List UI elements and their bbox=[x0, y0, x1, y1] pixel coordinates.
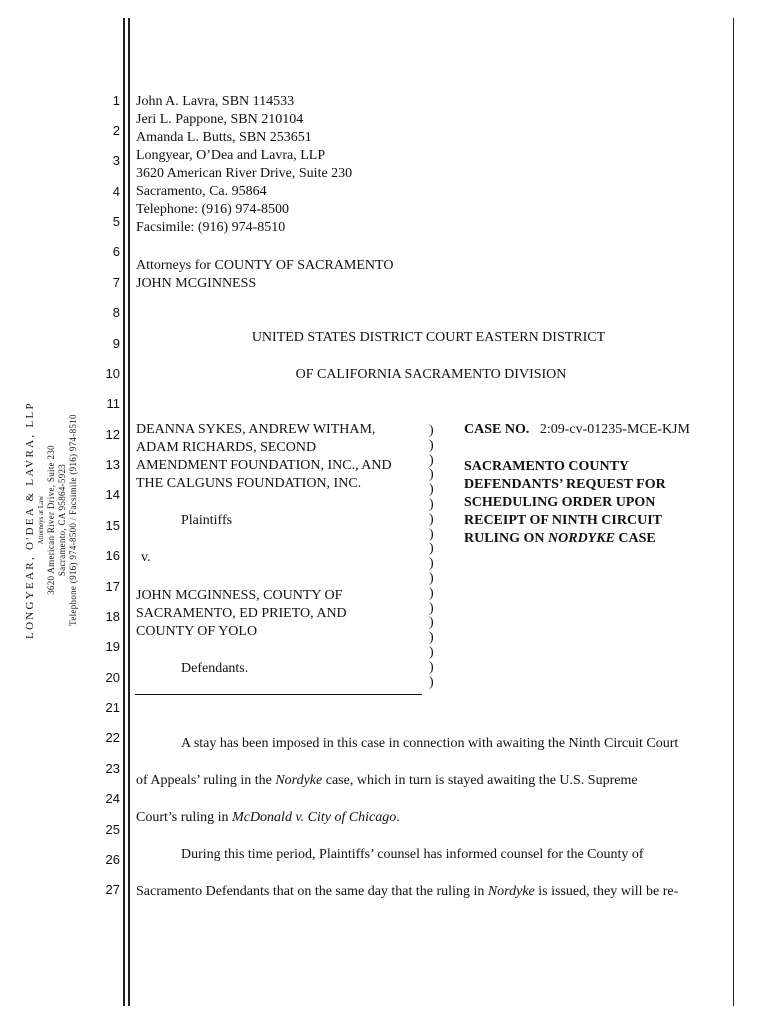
plaintiff-line: ADAM RICHARDS, SECOND bbox=[136, 440, 317, 455]
left-margin-rule-inner bbox=[128, 18, 130, 1006]
firm-city: Sacramento, CA 95864-5923 bbox=[57, 463, 67, 577]
address-line: 3620 American River Drive, Suite 230 bbox=[136, 166, 353, 181]
title-line: SCHEDULING ORDER UPON bbox=[464, 495, 656, 510]
line-number: 19 bbox=[105, 639, 120, 654]
line-number: 18 bbox=[105, 609, 120, 624]
plaintiffs-label: Plaintiffs bbox=[181, 513, 233, 528]
body-line: Court’s ruling in McDonald v. City of Chicago. bbox=[136, 810, 400, 825]
body-line: Sacramento Defendants that on the same day that the ruling in Nordyke is issued, they will be re- bbox=[136, 884, 679, 899]
line-number: 22 bbox=[105, 730, 120, 745]
body-line: During this time period, Plaintiffs’ counsel has informed counsel for the County of bbox=[181, 847, 644, 862]
line-number: 24 bbox=[105, 791, 120, 806]
case-number bbox=[464, 421, 690, 439]
defendant-line: SACRAMENTO, ED PRIETO, AND bbox=[136, 606, 347, 621]
line-number: 12 bbox=[105, 427, 120, 442]
line-number: 16 bbox=[105, 548, 120, 563]
left-margin-rule bbox=[123, 18, 125, 1006]
line-number: 17 bbox=[105, 579, 120, 594]
right-margin-rule bbox=[733, 18, 734, 1006]
line-number: 6 bbox=[112, 244, 120, 259]
title-line: RECEIPT OF NINTH CIRCUIT bbox=[464, 513, 662, 528]
firm-line: Longyear, O’Dea and Lavra, LLP bbox=[136, 148, 326, 163]
caption-parentheses: ) ) ) ) ) ) ) ) ) ) ) ) ) ) ) ) ) ) bbox=[429, 423, 434, 690]
line-number: 21 bbox=[105, 700, 120, 715]
title-line: RULING ON NORDYKE CASE bbox=[464, 531, 656, 546]
facsimile-line: Facsimile: (916) 974-8510 bbox=[136, 220, 286, 235]
body-line: A stay has been imposed in this case in connection with awaiting the Ninth Circuit Court bbox=[181, 736, 679, 751]
attorneys-for-line: JOHN MCGINNESS bbox=[136, 276, 257, 291]
defendant-line: JOHN MCGINNESS, COUNTY OF bbox=[136, 588, 343, 603]
line-number: 15 bbox=[105, 518, 120, 533]
line-number: 27 bbox=[105, 882, 120, 897]
line-number: 14 bbox=[105, 487, 120, 502]
line-number: 20 bbox=[105, 670, 120, 685]
defendants-label: Defendants. bbox=[181, 661, 249, 676]
title-line: SACRAMENTO COUNTY bbox=[464, 459, 630, 474]
line-number: 4 bbox=[112, 184, 120, 199]
attorney-line: Jeri L. Pappone, SBN 210104 bbox=[136, 112, 304, 127]
court-division: OF CALIFORNIA SACRAMENTO DIVISION bbox=[295, 367, 567, 382]
case-number-label: CASE NO. bbox=[464, 422, 530, 437]
attorneys-for-line: Attorneys for COUNTY OF SACRAMENTO bbox=[136, 258, 394, 273]
line-number: 25 bbox=[105, 822, 120, 837]
case-number-value: 2:09-cv-01235-MCE-KJM bbox=[539, 422, 690, 437]
firm-address: 3620 American River Drive, Suite 230 bbox=[46, 445, 56, 595]
firm-subtitle: Attorneys at Law bbox=[37, 495, 45, 545]
line-number: 8 bbox=[112, 305, 120, 320]
versus: v. bbox=[141, 550, 151, 565]
line-number: 13 bbox=[105, 457, 120, 472]
line-number: 10 bbox=[105, 366, 120, 381]
telephone-line: Telephone: (916) 974-8500 bbox=[136, 202, 289, 217]
city-line: Sacramento, Ca. 95864 bbox=[136, 184, 267, 199]
line-number: 9 bbox=[112, 336, 120, 351]
court-title: UNITED STATES DISTRICT COURT EASTERN DISTRICT bbox=[251, 330, 606, 345]
title-line: DEFENDANTS’ REQUEST FOR bbox=[464, 477, 666, 492]
line-number: 7 bbox=[112, 275, 120, 290]
plaintiff-line: DEANNA SYKES, ANDREW WITHAM, bbox=[136, 422, 376, 437]
firm-phone: Telephone (916) 974-8500 / Facsimile (916) 974-8510 bbox=[68, 414, 78, 626]
plaintiff-line: THE CALGUNS FOUNDATION, INC. bbox=[136, 476, 362, 491]
attorney-line: John A. Lavra, SBN 114533 bbox=[136, 94, 295, 109]
body-line: of Appeals’ ruling in the Nordyke case, which in turn is stayed awaiting the U.S. Supreme bbox=[136, 773, 638, 788]
line-number: 1 bbox=[112, 93, 120, 108]
line-number: 2 bbox=[112, 123, 120, 138]
plaintiff-line: AMENDMENT FOUNDATION, INC., AND bbox=[136, 458, 392, 473]
line-number: 5 bbox=[112, 214, 120, 229]
line-number: 23 bbox=[105, 761, 120, 776]
attorney-line: Amanda L. Butts, SBN 253651 bbox=[136, 130, 312, 145]
line-number: 11 bbox=[106, 396, 120, 411]
line-number: 26 bbox=[105, 852, 120, 867]
line-number: 3 bbox=[112, 153, 120, 168]
defendant-line: COUNTY OF YOLO bbox=[136, 624, 258, 639]
caption-underline bbox=[135, 694, 422, 695]
firm-name: LONGYEAR, O'DEA & LAVRA, LLP bbox=[24, 401, 36, 639]
